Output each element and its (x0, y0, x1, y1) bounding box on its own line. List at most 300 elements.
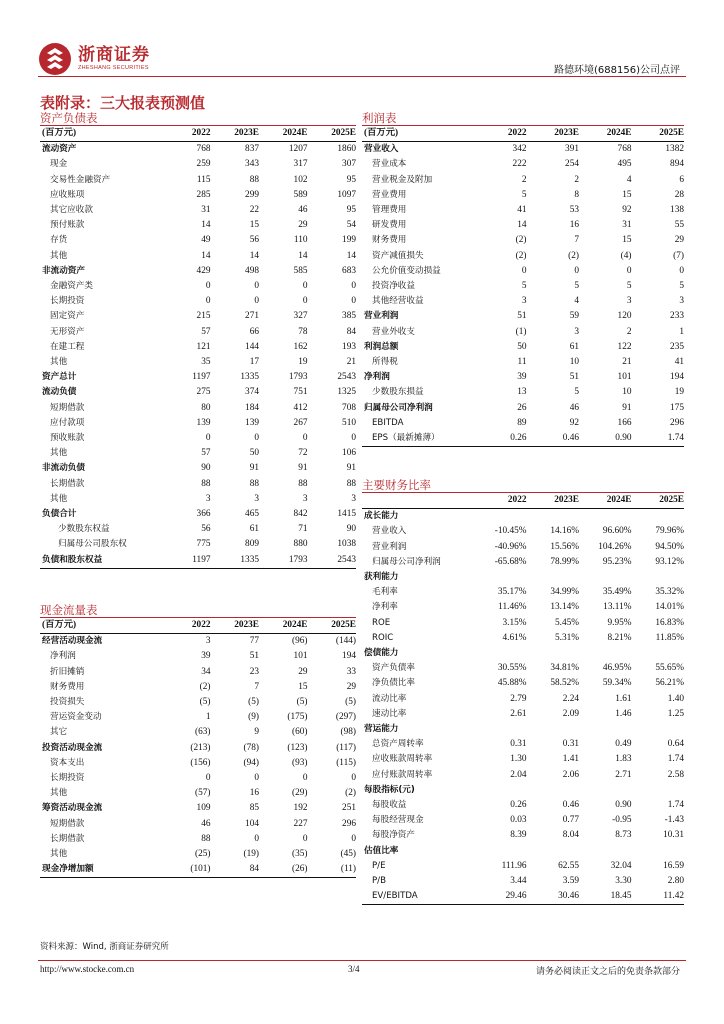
cell-value: (213) (190, 742, 211, 753)
cell-value: 1197 (162, 553, 211, 569)
table-row (40, 725, 356, 740)
cell-value: 1335 (211, 553, 260, 569)
cell-value: 2.71 (615, 769, 632, 780)
balance-sheet-section (40, 110, 356, 569)
table-row (40, 710, 356, 725)
cell-value: 235 (670, 341, 684, 352)
cell-value: 19 (298, 357, 308, 368)
cell-value: 775 (196, 539, 211, 550)
cell-value: 285 (196, 189, 211, 200)
cell-value: (5) (199, 697, 211, 708)
table-row (40, 741, 356, 756)
cell-value: (2) (515, 250, 527, 261)
cell-value: 1.30 (510, 754, 527, 765)
cell-value (474, 509, 527, 525)
cell-value: (57) (195, 788, 211, 799)
cell-value: 192 (293, 803, 308, 814)
cell-value: 7 (574, 235, 579, 246)
table-row (362, 844, 684, 859)
cell-value: 46 (298, 205, 308, 216)
cell-value: (26) (259, 862, 308, 878)
row-label: ROIC (372, 632, 394, 643)
cell-value: 49 (201, 235, 211, 246)
cell-value: 14 (201, 250, 211, 261)
cell-value: 3 (302, 493, 308, 504)
cell-value: 3.15% (502, 617, 527, 628)
table-row (362, 661, 684, 676)
cell-value: 110 (293, 235, 308, 246)
cell-value: 3 (574, 326, 579, 337)
table-row (362, 233, 684, 248)
table-row (40, 203, 356, 218)
row-label: 营业税金及附加 (372, 174, 433, 185)
cell-value: (98) (340, 727, 356, 738)
column-header-year: 2025E (308, 126, 357, 142)
table-row (40, 340, 356, 355)
cell-value: 8.21% (607, 632, 632, 643)
table-row (40, 416, 356, 431)
table-row (362, 600, 684, 615)
row-label: 成长能力 (364, 511, 399, 522)
cell-value: 14 (201, 220, 211, 231)
cell-value: 71 (298, 524, 308, 535)
cell-value: 0 (574, 265, 579, 276)
table-row (362, 401, 684, 416)
cell-value: 2 (521, 174, 527, 185)
cell-value: 1382 (665, 144, 684, 155)
cell-value: 53 (569, 205, 579, 216)
cell-value: 88 (201, 478, 211, 489)
row-label: 存货 (50, 235, 68, 246)
cell-value: 3 (254, 493, 259, 504)
row-label: 资产总计 (42, 372, 77, 383)
row-label: 其他 (50, 849, 68, 860)
cell-value: (2) (568, 250, 579, 261)
table-row (40, 786, 356, 801)
cell-value: 55 (674, 220, 684, 231)
cell-value: 8.73 (615, 830, 632, 841)
row-label: 应收账项 (50, 189, 85, 200)
cell-value (632, 844, 685, 859)
cell-value: 0 (205, 296, 211, 307)
cell-value: 2543 (337, 372, 356, 383)
balance-sheet-table (40, 126, 356, 569)
cell-value: 1 (679, 326, 684, 337)
cell-value: 5 (574, 387, 579, 398)
cell-value: 498 (245, 265, 259, 276)
cell-value: 429 (196, 265, 211, 276)
cell-value (527, 783, 580, 798)
row-label: 归属母公司净利润 (364, 402, 433, 413)
cell-value: 92 (622, 205, 632, 216)
row-label: 无形资产 (50, 326, 85, 337)
row-label: 短期借款 (50, 818, 85, 829)
row-label: 短期借款 (50, 402, 85, 413)
cell-value: (7) (673, 250, 684, 261)
row-label: 营业成本 (372, 159, 407, 170)
cell-value: 58.52% (550, 678, 579, 689)
table-row (362, 570, 684, 585)
row-label: 其它 (50, 727, 68, 738)
row-label: ROE (372, 617, 391, 628)
row-label: 负债合计 (42, 509, 77, 520)
row-label: 应付款项 (50, 417, 85, 428)
table-row (362, 540, 684, 555)
cell-value: 16.59 (663, 860, 684, 871)
cell-value: 88 (249, 478, 259, 489)
row-label: 营业利润 (372, 541, 407, 552)
cell-value: 0 (626, 265, 632, 276)
cell-value: 751 (293, 387, 308, 398)
cell-value: 1793 (288, 372, 308, 383)
table-row (40, 801, 356, 816)
cell-value: (60) (292, 727, 308, 738)
cell-value: 1207 (288, 144, 308, 155)
row-label: 估值比率 (364, 845, 399, 856)
cell-value: 95.23% (602, 556, 632, 567)
cell-value: 0 (302, 433, 308, 444)
cell-value (632, 783, 685, 798)
cell-value: 2.06 (562, 769, 579, 780)
row-label: 营运能力 (364, 724, 399, 735)
cell-value: 95 (346, 205, 356, 216)
table-row (40, 680, 356, 695)
cell-value: 5 (521, 281, 527, 292)
cell-value: 343 (245, 159, 259, 170)
row-label: 归属母公司股东权 (58, 539, 127, 550)
cell-value: 768 (617, 144, 632, 155)
table-row (40, 522, 356, 537)
cell-value (527, 646, 580, 661)
cell-value: 90 (201, 463, 211, 474)
cell-value: 199 (342, 235, 356, 246)
row-label: 营业费用 (372, 189, 407, 200)
table-row (362, 692, 684, 707)
cell-value: (94) (243, 757, 259, 768)
table-row (362, 813, 684, 828)
cell-value (474, 570, 527, 585)
column-header-unit: (百万元) (40, 126, 162, 142)
cell-value: 15 (249, 220, 259, 231)
cell-value: (123) (287, 742, 308, 753)
cell-value: 106 (342, 448, 356, 459)
row-label: 投资净收益 (372, 281, 415, 292)
row-label: 营业外收支 (372, 326, 415, 337)
cell-value: -10.45% (494, 526, 527, 537)
balance-sheet-title: 资产负债表 (40, 110, 356, 126)
cell-value: 33 (346, 666, 356, 677)
cell-value (579, 783, 632, 798)
cell-value: 837 (245, 144, 259, 155)
cell-value: 0 (351, 773, 356, 784)
table-row (362, 279, 684, 294)
cell-value: 61 (569, 341, 579, 352)
cell-value: (5) (248, 697, 259, 708)
cell-value: 104 (245, 818, 259, 829)
table-row (362, 385, 684, 400)
cell-value: 0 (205, 281, 211, 292)
table-row (362, 631, 684, 646)
row-label: 流动比率 (372, 693, 407, 704)
cell-value: 14 (249, 250, 259, 261)
cell-value: 39 (201, 651, 211, 662)
cell-value: 0 (302, 296, 308, 307)
cell-value: 0 (302, 773, 308, 784)
table-row (40, 355, 356, 370)
row-label: 交易性金融资产 (50, 174, 111, 185)
row-label: 公允价值变动损益 (372, 265, 441, 276)
cell-value: 91 (298, 463, 308, 474)
cell-value: 233 (670, 311, 684, 322)
cell-value (527, 509, 580, 525)
cell-value: 254 (565, 159, 579, 170)
table-row (40, 695, 356, 710)
cell-value: 0 (521, 265, 527, 276)
row-label: 预付账款 (50, 220, 85, 231)
table-row (40, 264, 356, 279)
column-header-year: 2025E (632, 126, 685, 142)
cell-value (632, 722, 685, 737)
cell-value: 194 (670, 372, 684, 383)
cashflow-table (40, 618, 356, 878)
cell-value: 54 (346, 220, 356, 231)
cell-value: 0.49 (615, 739, 632, 750)
cell-value: 56 (201, 524, 211, 535)
table-row (40, 507, 356, 522)
cell-value: 89 (517, 417, 527, 428)
row-label: 金融资产类 (50, 281, 93, 292)
row-label: 长期借款 (50, 833, 85, 844)
cell-value: 51 (569, 372, 579, 383)
cell-value: -0.95 (612, 815, 632, 826)
cell-value: 495 (617, 159, 632, 170)
cell-value: 16 (569, 220, 579, 231)
cell-value: 0.31 (510, 739, 527, 750)
table-row (40, 553, 356, 569)
table-row (362, 218, 684, 233)
cell-value: 61 (249, 524, 259, 535)
cell-value: 77 (249, 636, 259, 647)
cell-value: (115) (336, 757, 356, 768)
cell-value: 121 (196, 341, 211, 352)
row-label: EV/EBITDA (362, 889, 474, 905)
cell-value: (93) (292, 757, 308, 768)
cell-value: 1.41 (562, 754, 579, 765)
cell-value: 2 (574, 174, 579, 185)
cell-value: 85 (249, 803, 259, 814)
row-label: 现金 (50, 159, 68, 170)
cell-value: 215 (196, 311, 211, 322)
column-header-year: 2022 (474, 493, 527, 509)
cell-value: 7 (254, 681, 259, 692)
table-row (40, 537, 356, 552)
table-row (40, 665, 356, 680)
table-row (362, 798, 684, 813)
cell-value: 193 (342, 341, 356, 352)
cell-value: -40.96% (494, 541, 527, 552)
zheshang-logo-icon (38, 42, 72, 76)
cell-value: 10 (622, 387, 632, 398)
row-label: 归属母公司净利润 (372, 556, 441, 567)
cell-value: 4 (574, 296, 579, 307)
cell-value: 8 (574, 189, 579, 200)
cell-value (632, 509, 685, 525)
cell-value: 5 (574, 281, 579, 292)
cell-value: 1097 (337, 189, 356, 200)
cell-value: (175) (287, 712, 308, 723)
cell-value: 3 (521, 296, 527, 307)
cell-value: 95 (346, 174, 356, 185)
cell-value: 2.58 (667, 769, 684, 780)
table-row (40, 862, 356, 878)
row-label: 其他 (50, 357, 68, 368)
cell-value: 275 (196, 387, 211, 398)
cell-value (474, 722, 527, 737)
row-label: 资本支出 (50, 757, 85, 768)
cell-value: 194 (342, 651, 356, 662)
table-row (362, 676, 684, 691)
footer-disclaimer: 请务必阅读正文之后的免责条款部分 (535, 967, 680, 977)
cell-value: 21 (346, 357, 356, 368)
row-label: 其他 (50, 788, 68, 799)
row-label: P/B (372, 876, 386, 887)
cell-value: 0.46 (562, 800, 579, 811)
table-row (40, 446, 356, 461)
row-label: 资产减值损失 (372, 250, 424, 261)
cell-value: 184 (245, 402, 259, 413)
row-label: 营运资金变动 (50, 712, 102, 723)
cell-value: 317 (293, 159, 308, 170)
table-row (362, 585, 684, 600)
cell-value: 59 (569, 311, 579, 322)
table-row (40, 309, 356, 324)
table-row (362, 616, 684, 631)
cell-value: 96.60% (602, 526, 632, 537)
cell-value: 8.39 (510, 830, 527, 841)
cell-value (527, 722, 580, 737)
cell-value: 11.46% (498, 602, 527, 613)
row-label: 非流动负债 (42, 463, 85, 474)
table-row (362, 859, 684, 874)
cell-value: (35) (292, 849, 308, 860)
row-label: 净利润 (364, 372, 390, 383)
cell-value: 3.30 (615, 876, 632, 887)
cell-value: 29 (298, 666, 308, 677)
cell-value: 30.46 (527, 889, 580, 905)
cell-value: 109 (196, 803, 211, 814)
cell-value (579, 722, 632, 737)
table-row (362, 188, 684, 203)
cell-value: 91 (622, 402, 632, 413)
table-row (40, 188, 356, 203)
row-label: 负债和股东权益 (40, 553, 162, 569)
cell-value: 46.95% (602, 663, 632, 674)
row-label: 获利能力 (364, 572, 399, 583)
cell-value: 11 (517, 357, 527, 368)
row-label: EPS（最新摊薄） (362, 431, 474, 447)
cell-value: 1.40 (667, 693, 684, 704)
table-row (40, 233, 356, 248)
cell-value (527, 844, 580, 859)
cell-value: 31 (622, 220, 632, 231)
row-label: 筹资活动现金流 (42, 803, 103, 814)
table-row (362, 142, 684, 158)
cell-value: 41 (674, 357, 684, 368)
table-header-row (362, 493, 684, 509)
cell-value: 15 (622, 189, 632, 200)
row-label: 每股收益 (372, 800, 407, 811)
cell-value: 2.61 (510, 708, 527, 719)
cell-value (632, 570, 685, 585)
cell-value: 29 (298, 220, 308, 231)
cell-value: 227 (293, 818, 308, 829)
cell-value: 589 (293, 189, 308, 200)
cell-value: 374 (245, 387, 259, 398)
cell-value: 79.96% (655, 526, 684, 537)
footer-website-link[interactable]: http://www.stocke.com.cn (40, 964, 135, 974)
row-label: 经营活动现金流 (42, 636, 103, 647)
row-label: 资产负债率 (372, 663, 415, 674)
cell-value: (45) (340, 849, 356, 860)
cell-value: 2.80 (667, 876, 684, 887)
cell-value: 11.85% (655, 632, 684, 643)
row-label: 其他经营收益 (372, 296, 424, 307)
table-row (362, 555, 684, 570)
row-label: 营业收入 (364, 144, 399, 155)
cell-value: 1.74 (667, 754, 684, 765)
cell-value: 56.21% (655, 678, 684, 689)
cell-value: 1.61 (615, 693, 632, 704)
row-label: 其它应收款 (50, 205, 93, 216)
table-row (362, 203, 684, 218)
cell-value: (19) (243, 849, 259, 860)
cell-value: (1) (515, 326, 527, 337)
cell-value: 9 (254, 727, 259, 738)
ratios-section (362, 477, 684, 905)
page-title: 表附录：三大报表预测值 (40, 94, 206, 112)
cell-value: 510 (342, 417, 356, 428)
cell-value: 28 (674, 189, 684, 200)
column-header-year: 2025E (308, 618, 357, 634)
row-label: EBITDA (372, 417, 404, 428)
table-row (40, 431, 356, 446)
cell-value: 0 (254, 773, 259, 784)
cell-value (474, 646, 527, 661)
table-row (40, 173, 356, 188)
cell-value: 88 (201, 833, 211, 844)
row-label: 净负债比率 (372, 678, 415, 689)
table-row (362, 416, 684, 431)
table-header-row (40, 618, 356, 634)
cell-value: 3 (351, 493, 356, 504)
cell-value: 175 (670, 402, 684, 413)
table-header-row (362, 126, 684, 142)
cell-value: 26 (517, 402, 527, 413)
cell-value: 30.55% (497, 663, 527, 674)
row-label: 研发费用 (372, 220, 407, 231)
table-row (40, 249, 356, 264)
logo (38, 42, 150, 76)
cell-value: 0.77 (562, 815, 579, 826)
cell-value: 51 (249, 651, 259, 662)
row-label: 每股指标(元) (364, 784, 415, 795)
cell-value: 3 (205, 636, 211, 647)
row-label: 固定资产 (50, 311, 85, 322)
cell-value: 465 (245, 509, 259, 520)
column-header-year: 2022 (162, 618, 211, 634)
cell-value: (11) (308, 862, 357, 878)
row-label: 利润总额 (364, 341, 399, 352)
